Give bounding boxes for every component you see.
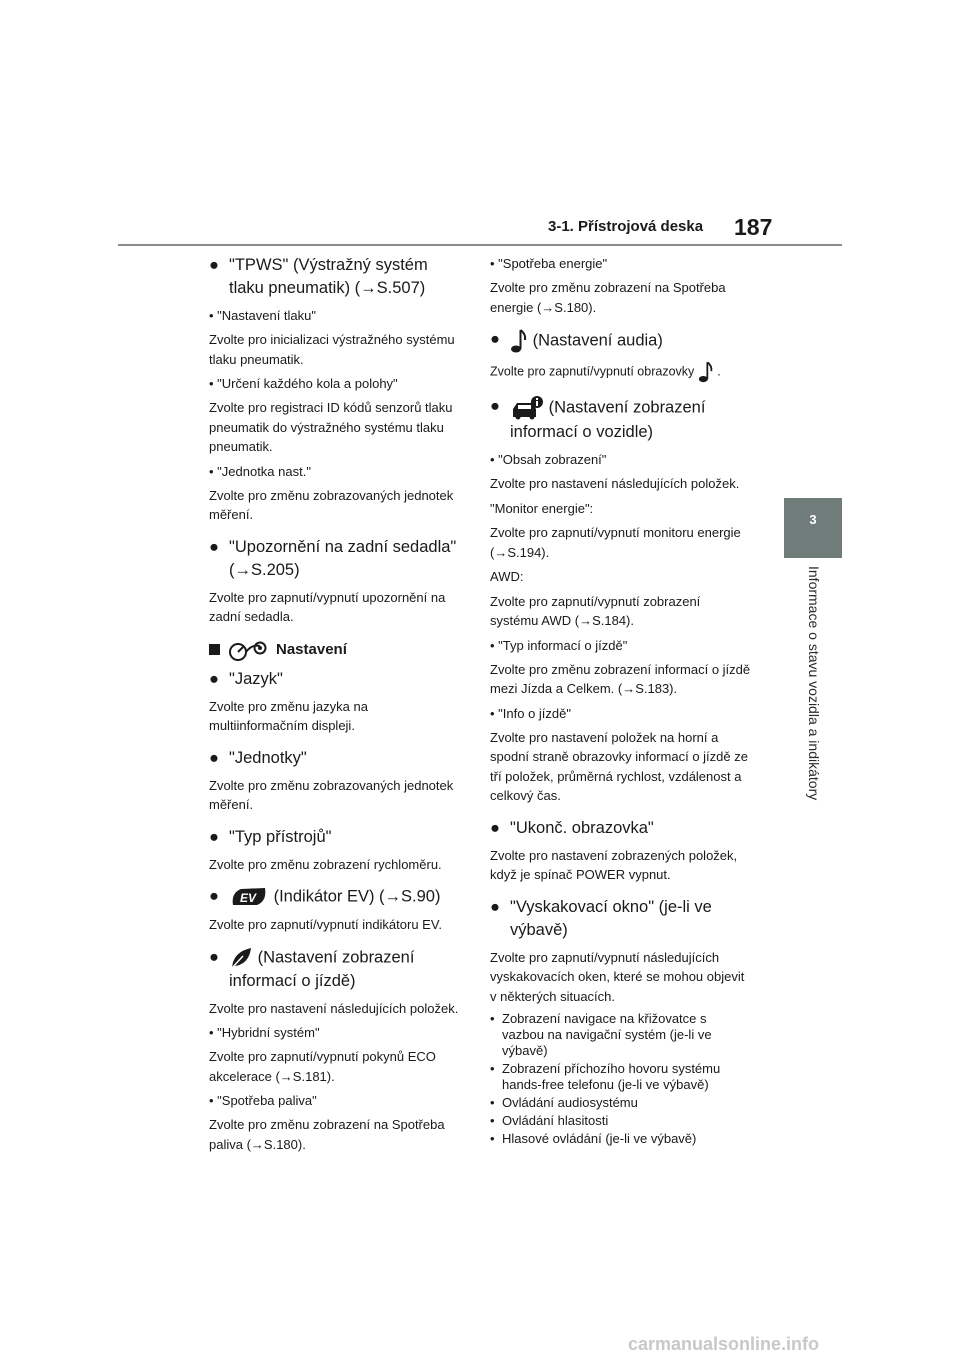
list-item: • "Nastavení tlaku" bbox=[209, 308, 316, 323]
list-item-text: Zvolte pro změnu zobrazení na Spotřeba energie (→S.180). bbox=[490, 280, 726, 315]
watermark: carmanualsonline.info bbox=[628, 1334, 820, 1354]
eco-text: Zvolte pro nastavení následujících položek. bbox=[209, 1000, 459, 1016]
disc-bullet-icon: ● bbox=[209, 887, 219, 905]
svg-text:EV: EV bbox=[240, 891, 257, 905]
list-item: • Hlasové ovládání (je-li ve výbavě) bbox=[490, 1131, 697, 1146]
ev-heading: ● EV (Indikátor EV) (→S.90) bbox=[209, 885, 467, 909]
disc-bullet-icon: ● bbox=[209, 537, 219, 556]
music-note-icon bbox=[510, 328, 528, 354]
rear-seat-heading: ● "Upozornění na zadní sedadla" (→S.205) bbox=[209, 537, 457, 579]
disc-bullet-icon: ● bbox=[209, 827, 219, 846]
chapter-title: Informace o stavu vozidla a indikátory bbox=[806, 566, 822, 801]
list-item-text: Zvolte pro registraci ID kódů senzorů tlaku pneumatik do výstražného systému tlaku pneumatik. bbox=[209, 400, 453, 454]
list-item: • Zobrazení navigace na křižovatce s vazbou na navigační systém (je-li ve výbavě) bbox=[490, 1011, 712, 1058]
language-text: Zvolte pro změnu jazyka na multiinformačním displeji. bbox=[209, 698, 368, 733]
left-column bbox=[209, 254, 467, 1159]
ev-icon bbox=[229, 885, 269, 909]
shutdown-heading: ● "Ukonč. obrazovka" bbox=[490, 817, 752, 840]
page-number: 187 bbox=[734, 214, 773, 240]
header-rule bbox=[118, 244, 842, 246]
list-item: • Ovládání hlasitosti bbox=[490, 1113, 609, 1128]
settings-section-heading: Nastavení bbox=[209, 638, 467, 662]
square-marker-icon bbox=[209, 644, 220, 655]
list-item-text: Zvolte pro změnu zobrazení informací o jízdě mezi Jízda a Celkem. (→S.183). bbox=[490, 661, 751, 696]
energy-monitor-label: "Monitor energie": bbox=[490, 500, 594, 516]
section-title: 3-1. Přístrojová deska bbox=[548, 218, 704, 235]
list-item: • "Určení každého kola a polohy" bbox=[209, 376, 398, 391]
music-note-icon bbox=[698, 360, 714, 384]
list-item: • "Spotřeba paliva" bbox=[209, 1093, 317, 1108]
popup-text: Zvolte pro zapnutí/vypnutí následujících vyskakovacích oken, které se mohou objevit v některých situacích. bbox=[490, 949, 745, 1004]
chapter-number: 3 bbox=[809, 512, 817, 527]
popup-list bbox=[490, 1011, 752, 1147]
car-info-icon bbox=[510, 395, 544, 421]
disc-bullet-icon: ● bbox=[490, 818, 500, 837]
popup-heading: ● "Vyskakovací okno" (je-li ve výbavě) bbox=[490, 897, 712, 939]
ev-text: Zvolte pro zapnutí/vypnutí indikátoru EV. bbox=[209, 917, 442, 932]
meter-gear-icon bbox=[226, 638, 270, 662]
meter-heading: ● "Typ přístrojů" bbox=[209, 826, 467, 849]
list-item: • Zobrazení příchozího hovoru systému hands-free telefonu (je-li ve výbavě) bbox=[490, 1061, 721, 1092]
disc-bullet-icon: ● bbox=[209, 256, 219, 274]
list-item: • "Jednotka nast." bbox=[209, 463, 311, 479]
disc-bullet-icon: ● bbox=[490, 330, 500, 348]
vehicle-heading: ● (Nastavení zobrazení informací o vozidle) bbox=[490, 397, 706, 441]
list-item-text: Zvolte pro inicializaci výstražného systému tlaku pneumatik. bbox=[209, 332, 455, 367]
list-item: • "Hybridní systém" bbox=[209, 1025, 320, 1040]
language-heading: ● "Jazyk" bbox=[209, 668, 467, 691]
list-item-text: Zvolte pro nastavení položek na horní a spodní straně obrazovky informací o jízdě ze tří položek, průměrná rychlost, vzdálenost a celkový čas. bbox=[490, 729, 748, 803]
right-column bbox=[490, 254, 752, 1149]
shutdown-text: Zvolte pro nastavení zobrazených položek, když je spínač POWER vypnut. bbox=[490, 847, 738, 882]
list-item-text: Zvolte pro nastavení následujících položek. bbox=[490, 476, 740, 491]
rear-seat-text: Zvolte pro zapnutí/vypnutí upozornění na zadní sedadla. bbox=[209, 589, 446, 624]
audio-text: Zvolte pro zapnutí/vypnutí obrazovky . bbox=[490, 360, 752, 384]
meter-text: Zvolte pro změnu zobrazení rychloměru. bbox=[209, 856, 442, 872]
list-item: • "Info o jízdě" bbox=[490, 705, 571, 721]
list-item-text: Zvolte pro změnu zobrazovaných jednotek měření. bbox=[209, 487, 454, 522]
list-item-text: Zvolte pro změnu zobrazení na Spotřeba paliva (→S.180). bbox=[209, 1117, 445, 1152]
disc-bullet-icon: ● bbox=[490, 397, 500, 415]
units-heading: ● "Jednotky" bbox=[209, 747, 467, 770]
awd-text: Zvolte pro zapnutí/vypnutí zobrazení systému AWD (→S.184). bbox=[490, 593, 701, 628]
units-text: Zvolte pro změnu zobrazovaných jednotek měření. bbox=[209, 777, 454, 812]
awd-label: AWD: bbox=[490, 569, 524, 584]
eco-heading: ● (Nastavení zobrazení informací o jízdě) bbox=[209, 947, 415, 990]
list-item-text: Zvolte pro zapnutí/vypnutí pokynů ECO akcelerace (→S.181). bbox=[209, 1049, 436, 1084]
energy-monitor-text: Zvolte pro zapnutí/vypnutí monitoru energie (→S.194). bbox=[490, 525, 741, 560]
list-item: • "Typ informací o jízdě" bbox=[490, 637, 628, 653]
disc-bullet-icon: ● bbox=[209, 669, 219, 688]
leaf-icon bbox=[229, 946, 253, 970]
list-item: • "Obsah zobrazení" bbox=[490, 452, 607, 467]
chapter-tab bbox=[784, 498, 842, 558]
disc-bullet-icon: ● bbox=[209, 748, 219, 767]
tpws-heading: ● "TPWS" (Výstražný systém tlaku pneumatik) (→S.507) bbox=[209, 256, 428, 297]
list-item: • "Spotřeba energie" bbox=[490, 256, 608, 271]
audio-heading: ● (Nastavení audia) bbox=[490, 328, 752, 354]
disc-bullet-icon: ● bbox=[490, 897, 500, 916]
disc-bullet-icon: ● bbox=[209, 947, 219, 966]
list-item: • Ovládání audiosystému bbox=[490, 1095, 638, 1110]
